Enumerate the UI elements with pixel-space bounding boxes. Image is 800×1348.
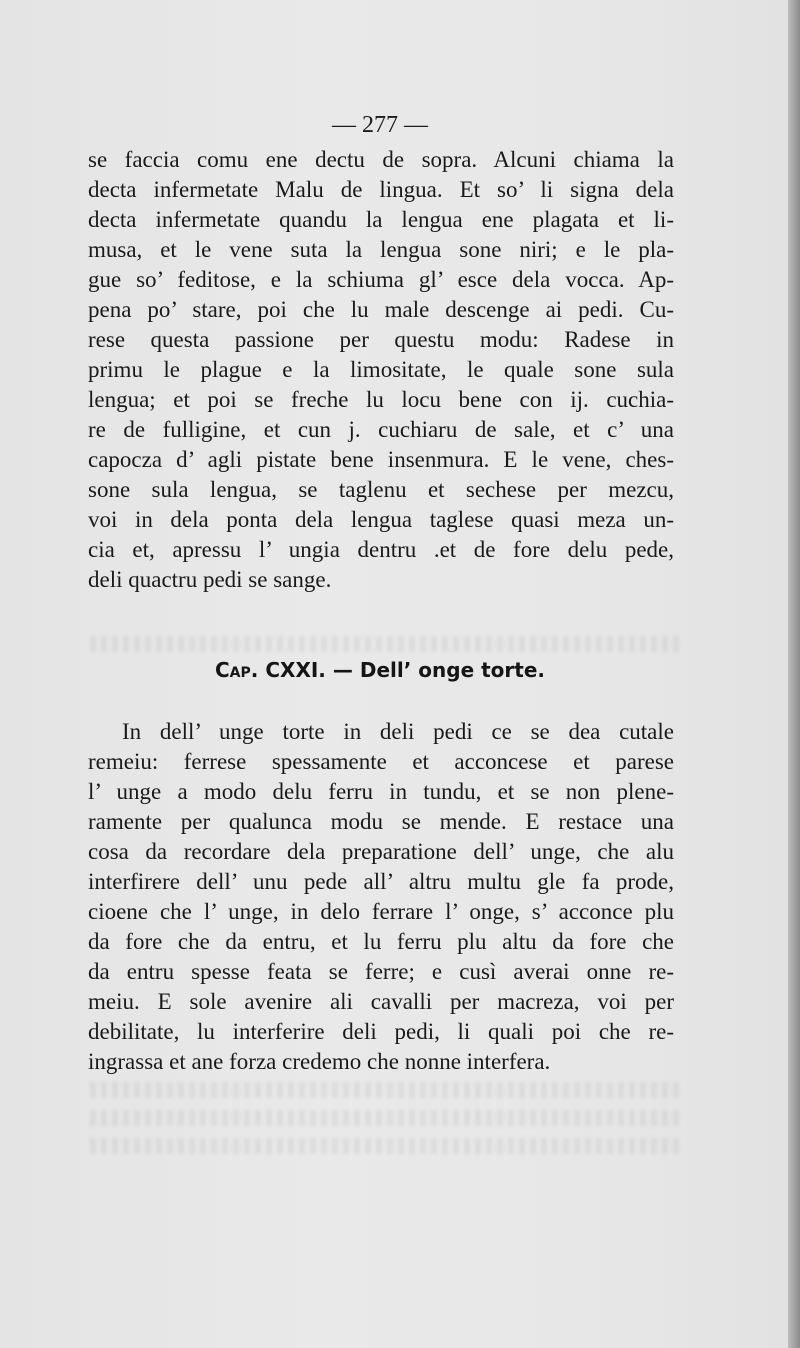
page-number: — 277 — bbox=[332, 112, 428, 138]
text-line: pena po’ stare, poi che lu male descenge ai pedi. Cu- bbox=[88, 297, 674, 322]
text-line: cosa da recordare dela preparatione dell’ unge, che alu bbox=[88, 839, 674, 864]
page-edge bbox=[788, 0, 800, 1348]
text-line: l’ unge a modo delu ferru in tundu, et se non plene- bbox=[88, 779, 674, 804]
text-line: da entru spesse feata se ferre; e cusì averai onne re- bbox=[88, 959, 674, 984]
text-line: In dell’ unge torte in deli pedi ce se dea cutale bbox=[122, 719, 674, 744]
text-line: decta infermetate Malu de lingua. Et so’ li signa dela bbox=[88, 177, 674, 202]
text-line: gue so’ feditose, e la schiuma gl’ esce dela vocca. Ap- bbox=[88, 267, 674, 292]
chapter-heading bbox=[0, 658, 760, 682]
text-line: ingrassa et ane forza credemo che nonne interfera. bbox=[88, 1049, 551, 1074]
bleed-through-shadow bbox=[90, 1138, 680, 1154]
chapter-title: — Dell’ onge torte. bbox=[332, 658, 545, 682]
text-line: meiu. E sole avenire ali cavalli per macreza, voi per bbox=[88, 989, 674, 1014]
paragraph-2 bbox=[88, 717, 674, 1077]
text-line: interfirere dell’ unu pede all’ altru multu gle fa prode, bbox=[88, 869, 674, 894]
text-line: capocza d’ agli pistate bene insenmura. E le vene, ches- bbox=[88, 447, 674, 472]
text-line: remeiu: ferrese spessamente et acconcese et parese bbox=[88, 749, 674, 774]
text-line: ramente per qualunca modu se mende. E restace una bbox=[88, 809, 674, 834]
text-line: cioene che l’ unge, in delo ferrare l’ onge, s’ acconce plu bbox=[88, 899, 674, 924]
text-line: musa, et le vene suta la lengua sone niri; e le pla- bbox=[88, 237, 674, 262]
paragraph-1 bbox=[88, 145, 674, 595]
text-line: decta infermetate quandu la lengua ene plagata et li- bbox=[88, 207, 674, 232]
text-line: rese questa passione per questu modu: Radese in bbox=[88, 327, 674, 352]
text-line: sone sula lengua, se taglenu et sechese per mezcu, bbox=[88, 477, 674, 502]
bleed-through-shadow bbox=[90, 1082, 680, 1098]
text-line: da fore che da entru, et lu ferru plu altu da fore che bbox=[88, 929, 674, 954]
bleed-through-shadow bbox=[90, 1110, 680, 1126]
text-line: re de fulligine, et cun j. cuchiaru de sale, et c’ una bbox=[88, 417, 674, 442]
text-line: debilitate, lu interferire deli pedi, li quali poi che re- bbox=[88, 1019, 674, 1044]
chapter-number: CXXI. bbox=[265, 658, 326, 682]
text-line: primu le plague e la limositate, le quale sone sula bbox=[88, 357, 674, 382]
text-line: se faccia comu ene dectu de sopra. Alcuni chiama la bbox=[88, 147, 674, 172]
text-line: lengua; et poi se freche lu locu bene con ij. cuchia- bbox=[88, 387, 674, 412]
text-line: cia et, apressu l’ ungia dentru .et de fore delu pede, bbox=[88, 537, 674, 562]
text-line: voi in dela ponta dela lengua taglese quasi meza un- bbox=[88, 507, 674, 532]
text-line: deli quactru pedi se sange. bbox=[88, 567, 332, 592]
chapter-label: Cap. bbox=[215, 658, 259, 682]
bleed-through-shadow bbox=[90, 636, 680, 652]
